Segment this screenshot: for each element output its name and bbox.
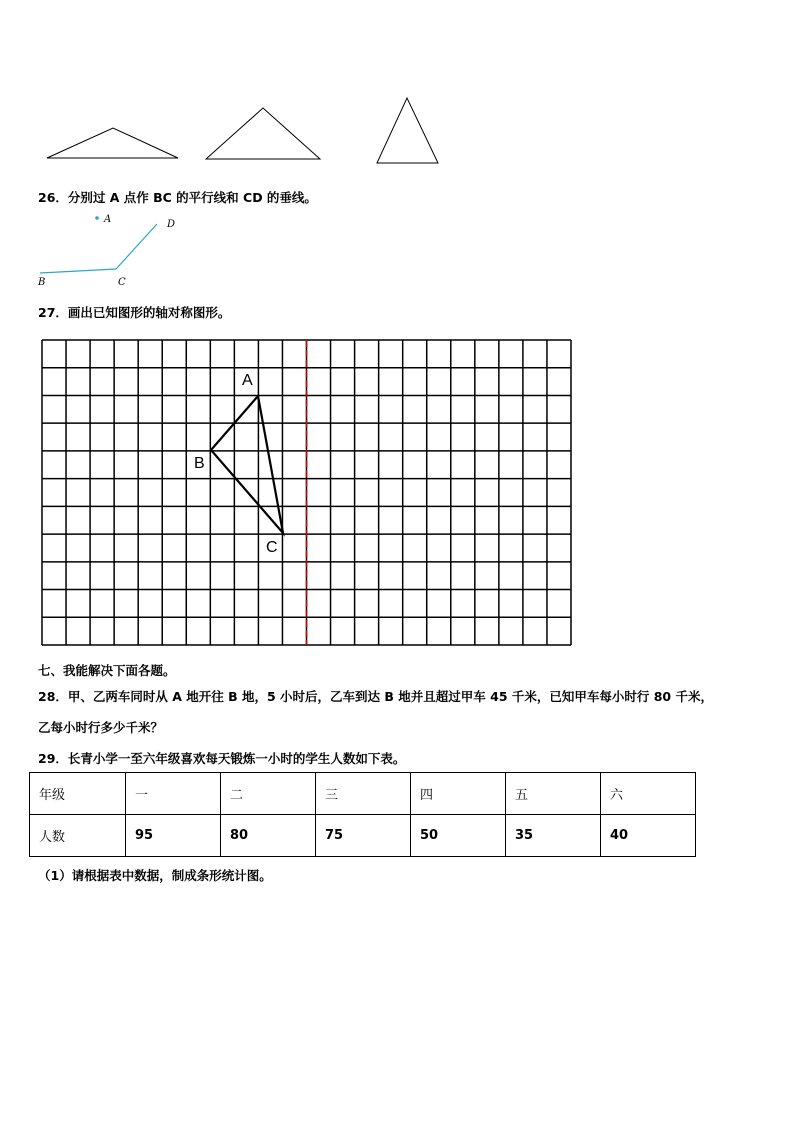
label-a: A	[104, 214, 112, 225]
table-cell: 75	[316, 815, 411, 857]
table-cell: 五	[506, 773, 601, 815]
label-c: C	[118, 277, 126, 288]
grade-table	[29, 772, 696, 857]
table-cell: 人数	[30, 815, 126, 857]
table-cell: 80	[221, 815, 316, 857]
question-27: 27．画出已知图形的轴对称图形。	[38, 305, 231, 320]
table-cell: 年级	[30, 773, 126, 815]
table-cell: 35	[506, 815, 601, 857]
table-cell: 四	[411, 773, 506, 815]
grid-label-c: C	[266, 539, 278, 556]
table-cell: 二	[221, 773, 316, 815]
grid-label-a: A	[242, 372, 253, 389]
table-cell: 40	[601, 815, 696, 857]
table-cell: 六	[601, 773, 696, 815]
label-d: D	[167, 219, 176, 230]
question-29: 29．长青小学一至六年级喜欢每天锻炼一小时的学生人数如下表。	[38, 751, 406, 766]
triangle-abc	[211, 396, 283, 533]
label-b: B	[38, 277, 46, 288]
table-cell: 95	[126, 815, 221, 857]
table-cell: 一	[126, 773, 221, 815]
table-cell: 三	[316, 773, 411, 815]
question-29-sub1: （1）请根据表中数据，制成条形统计图。	[38, 868, 272, 883]
question-28-line2: 乙每小时行多少千米？	[38, 720, 164, 735]
table-header-row	[30, 773, 696, 815]
question-26: 26．分别过 A 点作 BC 的平行线和 CD 的垂线。	[38, 190, 317, 205]
grid-label-b: B	[194, 455, 205, 472]
table-cell: 50	[411, 815, 506, 857]
question-28-line1: 28．甲、乙两车同时从 A 地开往 B 地，5 小时后，乙车到达 B 地并且超过甲车 45 千米，已知甲车每小时行 80 千米，	[38, 689, 713, 704]
table-row	[30, 815, 696, 857]
section-7-title: 七、我能解决下面各题。	[38, 663, 176, 678]
